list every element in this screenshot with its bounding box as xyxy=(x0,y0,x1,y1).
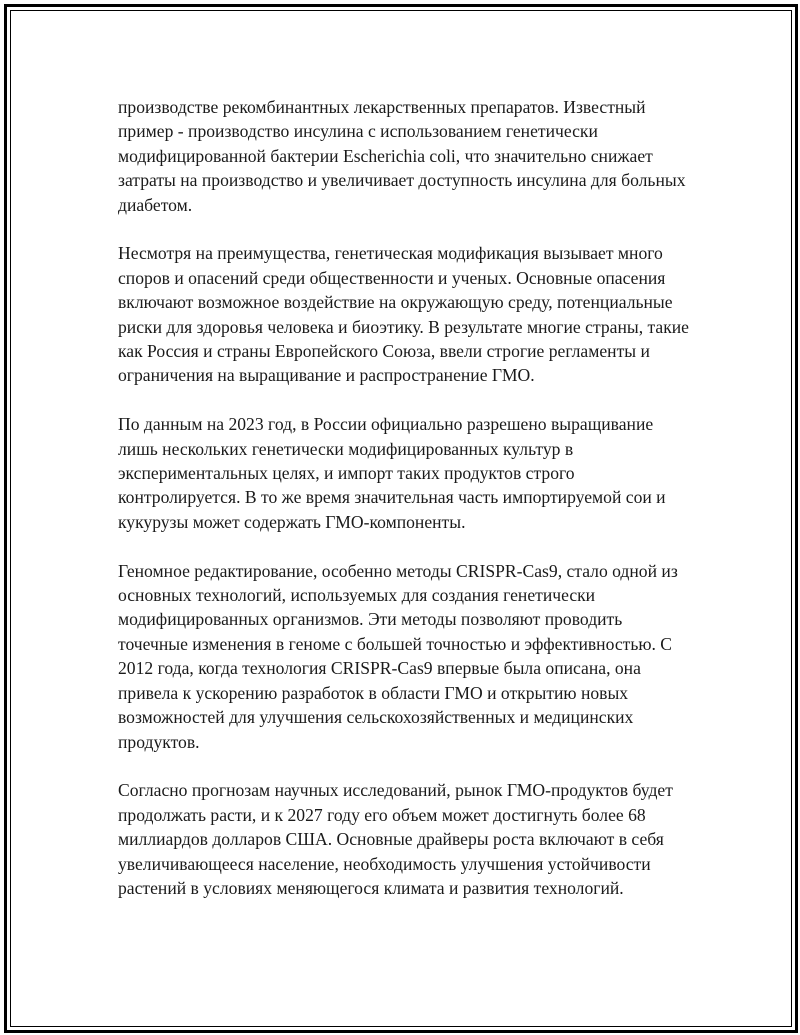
paragraph-insulin: производстве рекомбинантных лекарственных препаратов. Известный пример - производство инсулина с использованием генетически модифицированной бактерии Escherichia coli, что значительно снижает затраты на производство и увеличивает доступность инсулина для больных диабетом. xyxy=(118,97,686,215)
document-body xyxy=(118,95,693,925)
paragraph-crispr: Геномное редактирование, особенно методы CRISPR-Cas9, стало одной из основных технологий, используемых для создания генетически модифицированных организмов. Эти методы позволяют проводить точечные изменения в геноме с большей точностью и эффективностью. С 2012 года, когда технология CRISPR-Cas9 впервые была описана, она привела к ускорению разработок в области ГМО и открытию новых возможностей для улучшения сельскохозяйственных и медицинских продуктов. xyxy=(118,560,678,752)
paragraph-concerns: Несмотря на преимущества, генетическая модификация вызывает много споров и опасений среди общественности и ученых. Основные опасения включают возможное воздействие на окружающую среду, потенциальные риски для здоровья человека и биоэтику. В результате многие страны, такие как Россия и страны Европейского Союза, ввели строгие регламенты и ограничения на выращивание и распространение ГМО. xyxy=(118,243,689,386)
paragraph-russia-2023: По данным на 2023 год, в России официально разрешено выращивание лишь нескольких генетически модифицированных культур в экспериментальных целях, и импорт таких продуктов строго контролируется. В то же время значительная часть импортируемой сои и кукурузы может содержать ГМО-компоненты. xyxy=(118,414,666,532)
paragraph-market-forecast: Согласно прогнозам научных исследований, рынок ГМО-продуктов будет продолжать расти, и к 2027 году его объем может достигнуть более 68 миллиардов долларов США. Основные драйверы роста включают в себя увеличивающееся население, необходимость улучшения устойчивости растений в условиях меняющегося климата и развития технологий. xyxy=(118,780,673,898)
